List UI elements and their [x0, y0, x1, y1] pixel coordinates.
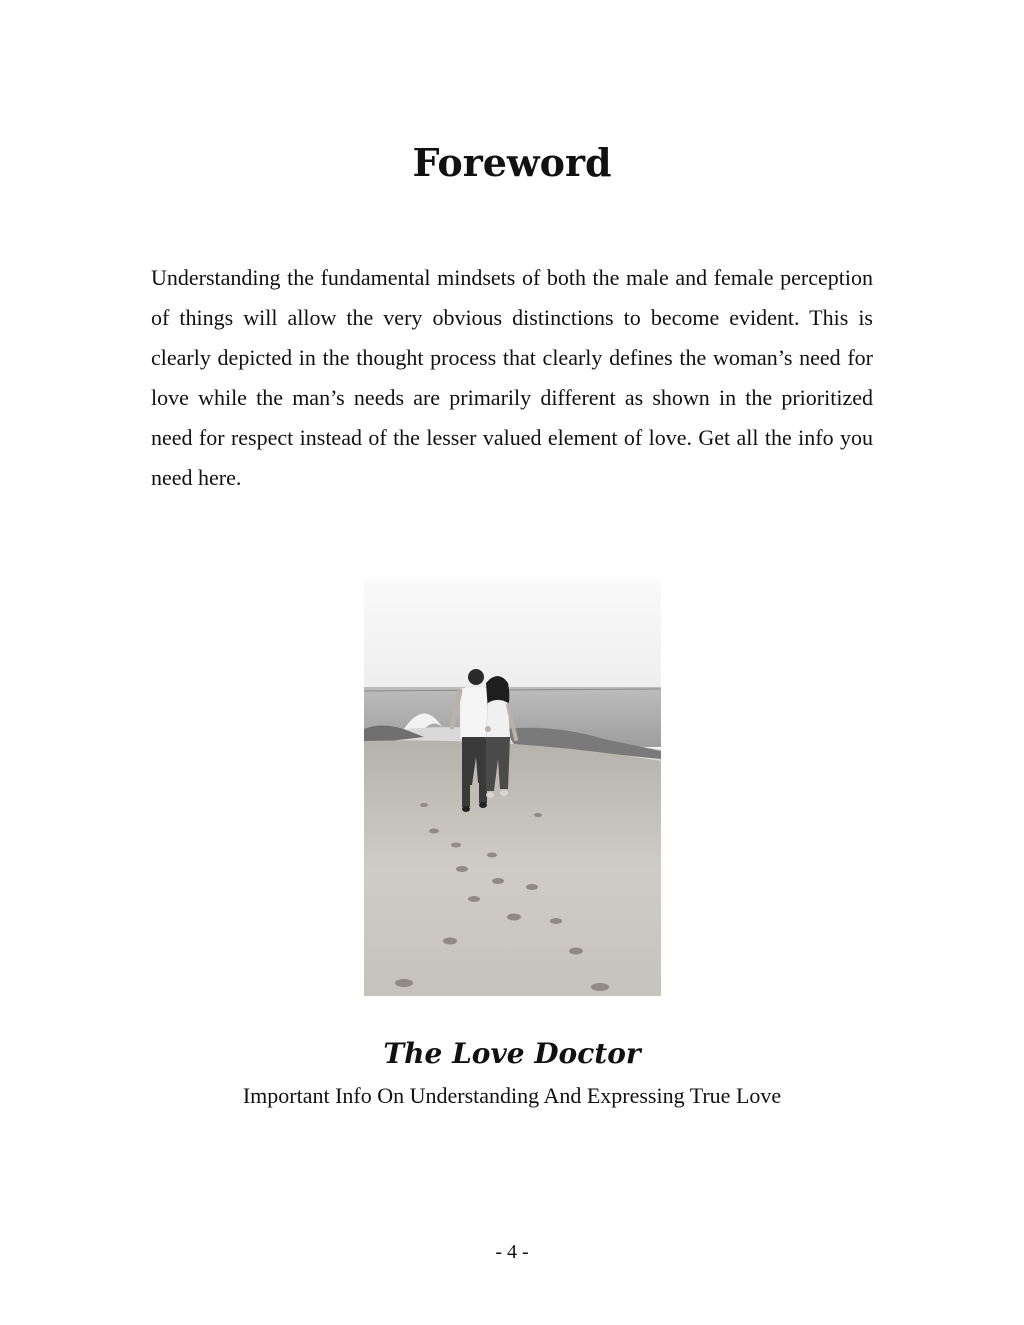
beach-couple-photo [364, 579, 661, 996]
page-number: - 4 - [495, 1241, 529, 1263]
book-title: The Love Doctor [383, 1037, 641, 1070]
foreword-paragraph: Understanding the fundamental mindsets of both the male and female perception of things will allow the very obvious distinctions to become evident. This is clearly depicted in the thought process that clearly defines the woman’s need for love while the man’s needs are primarily different as shown in the prioritized need for respect instead of the lesser valued element of love. Get all the info you need here. [151, 265, 873, 490]
page-title: Foreword [412, 140, 612, 185]
book-subtitle: Important Info On Understanding And Expressing True Love [242, 1083, 782, 1108]
